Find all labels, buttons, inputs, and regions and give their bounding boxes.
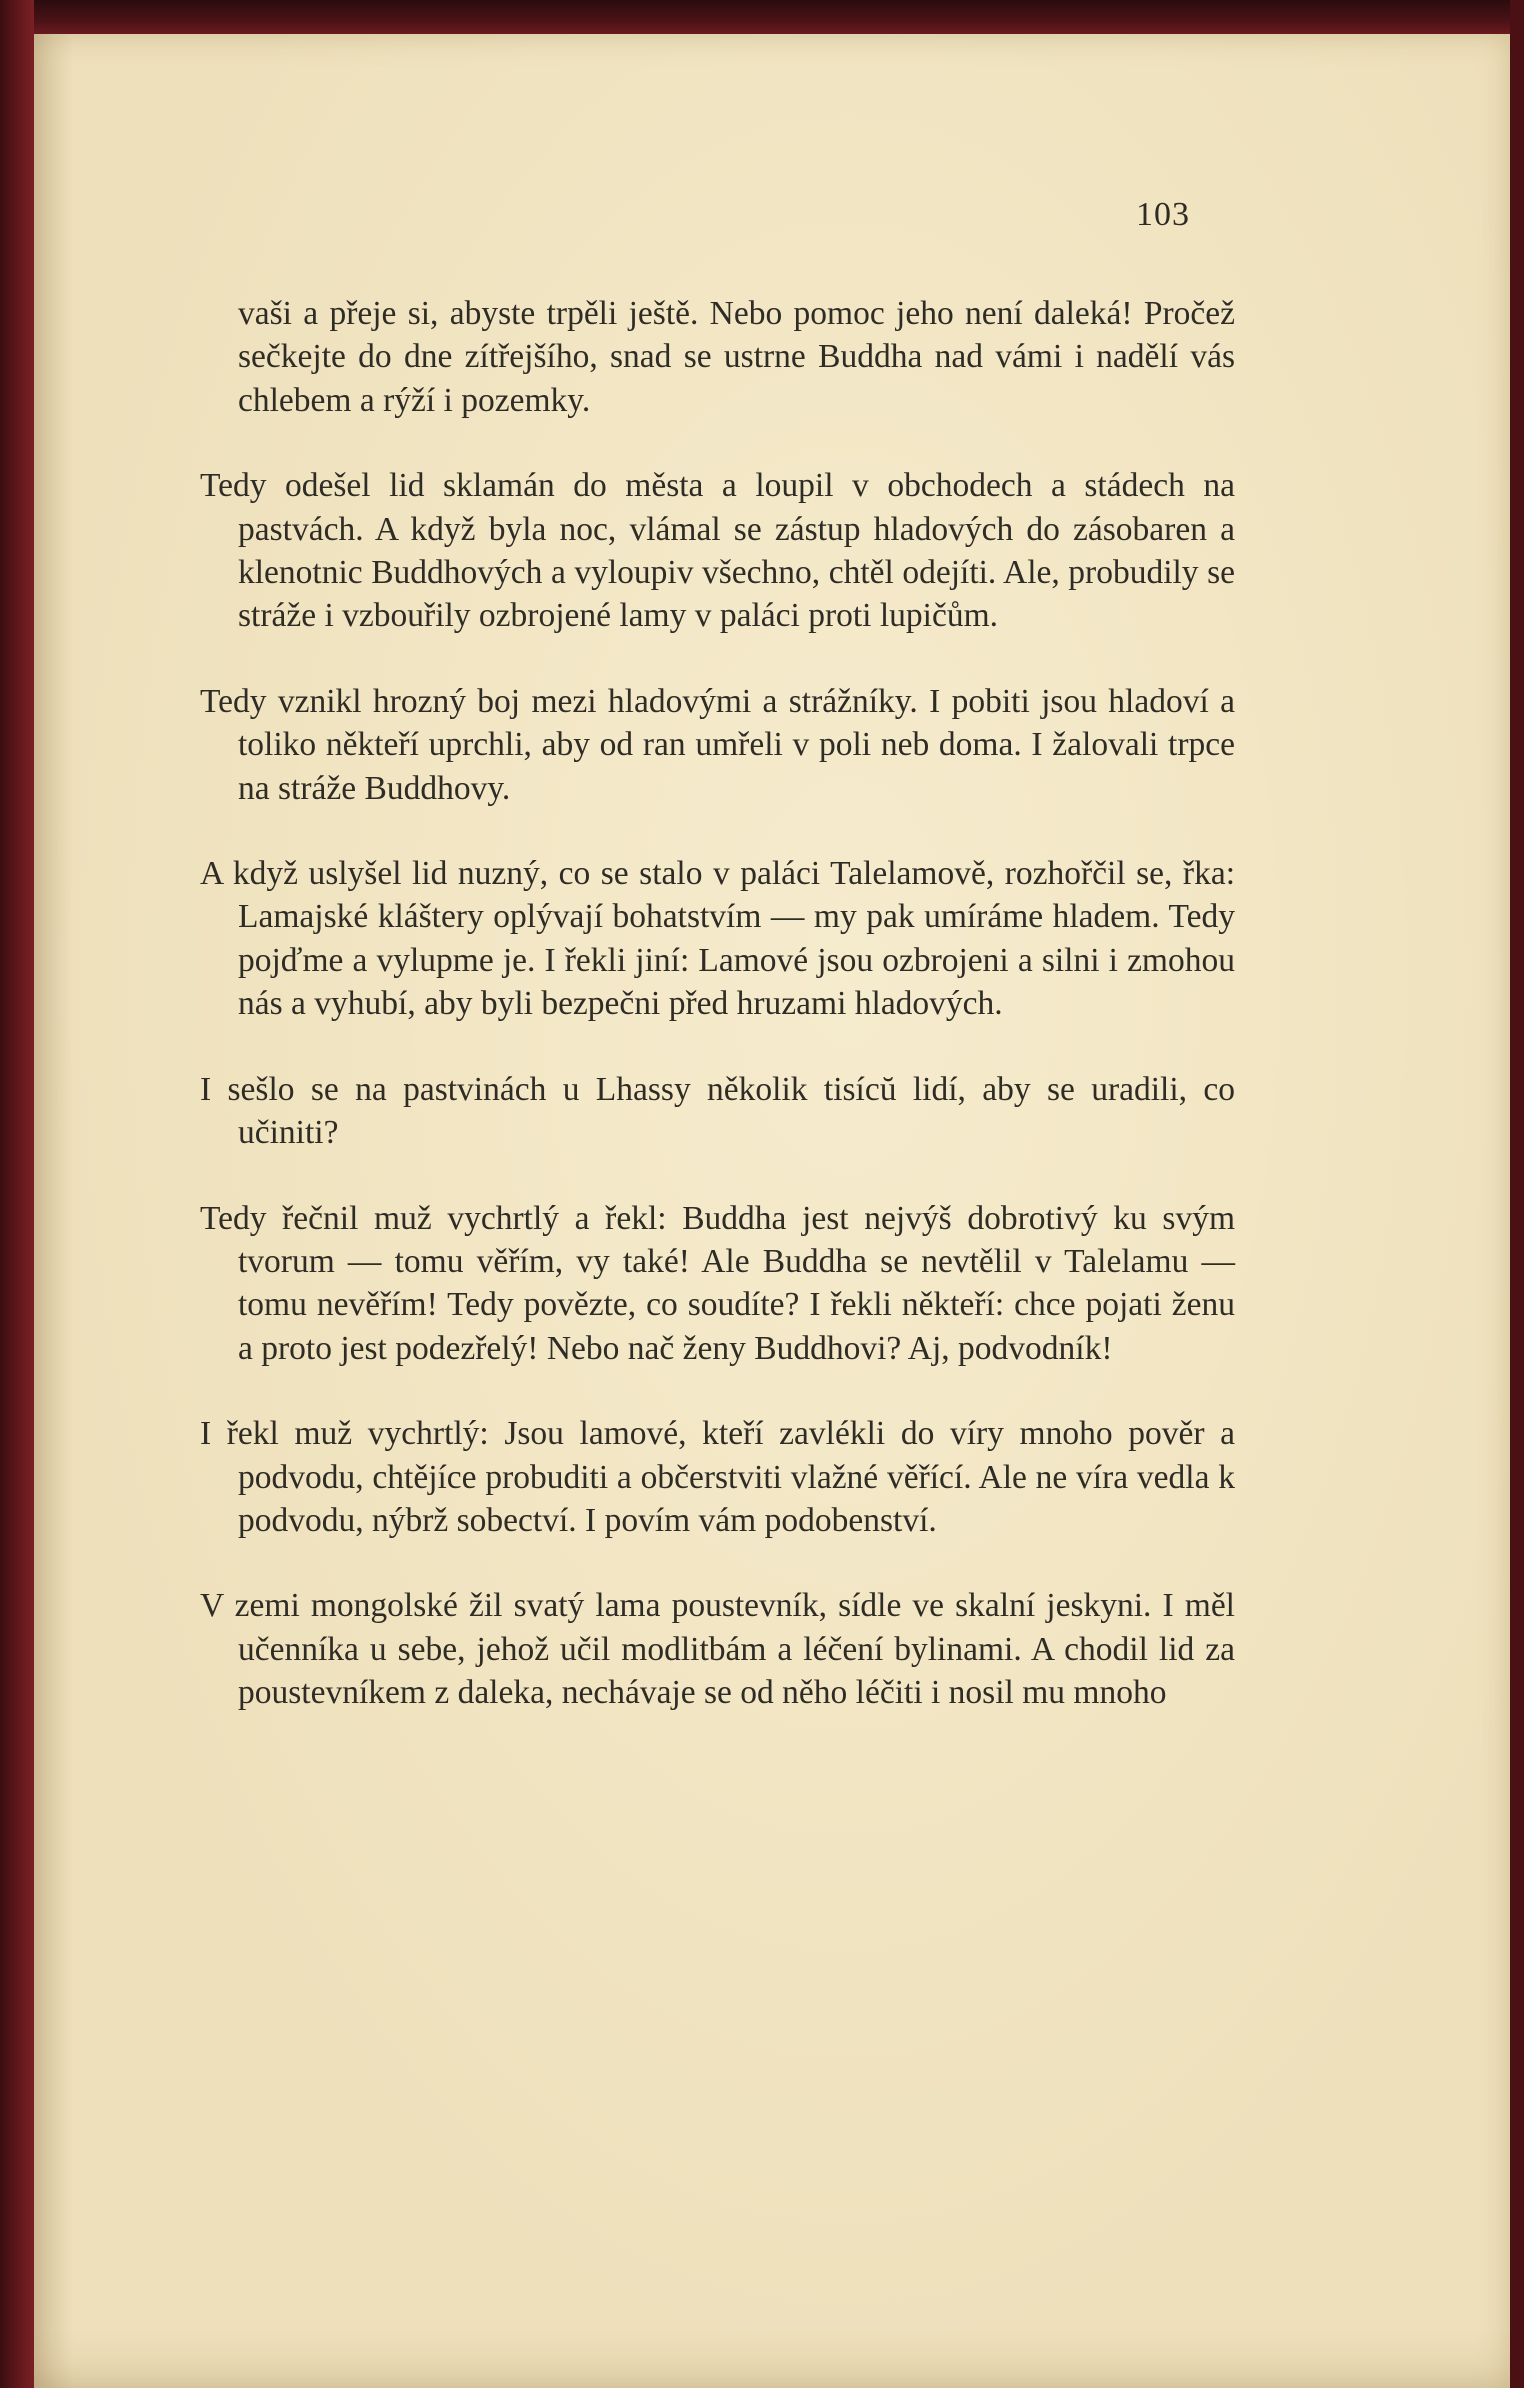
paragraph: V zemi mongolské žil svatý lama poustevník, sídle ve skalní jeskyni. I měl učenníka u sebe, jehož učil modlitbám a léčení bylinami. A chodil lid za poustevníkem z daleka, nechávaje se od něho léčiti i nosil mu mnoho — [200, 1587, 1235, 1712]
paragraph: I sešlo se na pastvinách u Lhassy několik tisícŭ lidí, aby se uradili, co učiniti? — [200, 1070, 1235, 1152]
paragraph: Tedy řečnil muž vychrtlý a řekl: Buddha jest nejvýš dobrotivý ku svým tvorum — tomu věřím, vy také! Ale Buddha se nevtělil v Talelamu — tomu nevěřím! Tedy povězte, co soudíte? I řekli někteří: chce pojati ženu a proto jest podezřelý! Nebo nač ženy Buddhovi? Aj, podvodník! — [200, 1199, 1235, 1367]
paragraph-continued: vaši a přeje si, abyste trpěli ještě. Nebo pomoc jeho není daleká! Pročež sečkejte do dne zítřejšího, snad se ustrne Buddha nad vámi i nadělí vás chlebem a rýží i pozemky. — [238, 295, 1235, 419]
book-cover-right-edge — [1510, 0, 1524, 2388]
page-number: 103 — [1136, 196, 1190, 233]
book-cover-top-edge — [0, 0, 1524, 34]
book-cover-left-edge — [0, 0, 34, 2388]
paragraph: I řekl muž vychrtlý: Jsou lamové, kteří zavlékli do víry mnoho pověr a podvodu, chtějíce probuditi a občerstviti vlažné věřící. Ale ne víra vedla k podvodu, nýbrž sobectví. I povím vám podobenství. — [200, 1415, 1235, 1539]
paragraph: Tedy vznikl hrozný boj mezi hladovými a strážníky. I pobiti jsou hladoví a toliko někteří uprchli, aby od ran umřeli v poli neb doma. I žalovali trpce na stráže Buddhovy. — [200, 682, 1235, 807]
paragraph: A když uslyšel lid nuzný, co se stalo v paláci Talelamově, rozhořčil se, řka: Lamajské kláštery oplývají bohatstvím — my pak umíráme hladem. Tedy pojďme a vylupme je. I řekli jiní: Lamové jsou ozbrojeni a silni i zmohou nás a vyhubí, aby byli bezpečni před hruzami hladových. — [200, 855, 1235, 1023]
book-page — [34, 34, 1510, 2388]
page-body-text — [200, 292, 1235, 1715]
paragraph: Tedy odešel lid sklamán do města a loupil v obchodech a stádech na pastvách. A když byla noc, vlámal se zástup hladových do zásobaren a klenotnic Buddhových a vyloupiv všechno, chtěl odejíti. Ale, probudily se stráže i vzbouřily ozbrojené lamy v paláci proti lupičům. — [200, 467, 1235, 635]
